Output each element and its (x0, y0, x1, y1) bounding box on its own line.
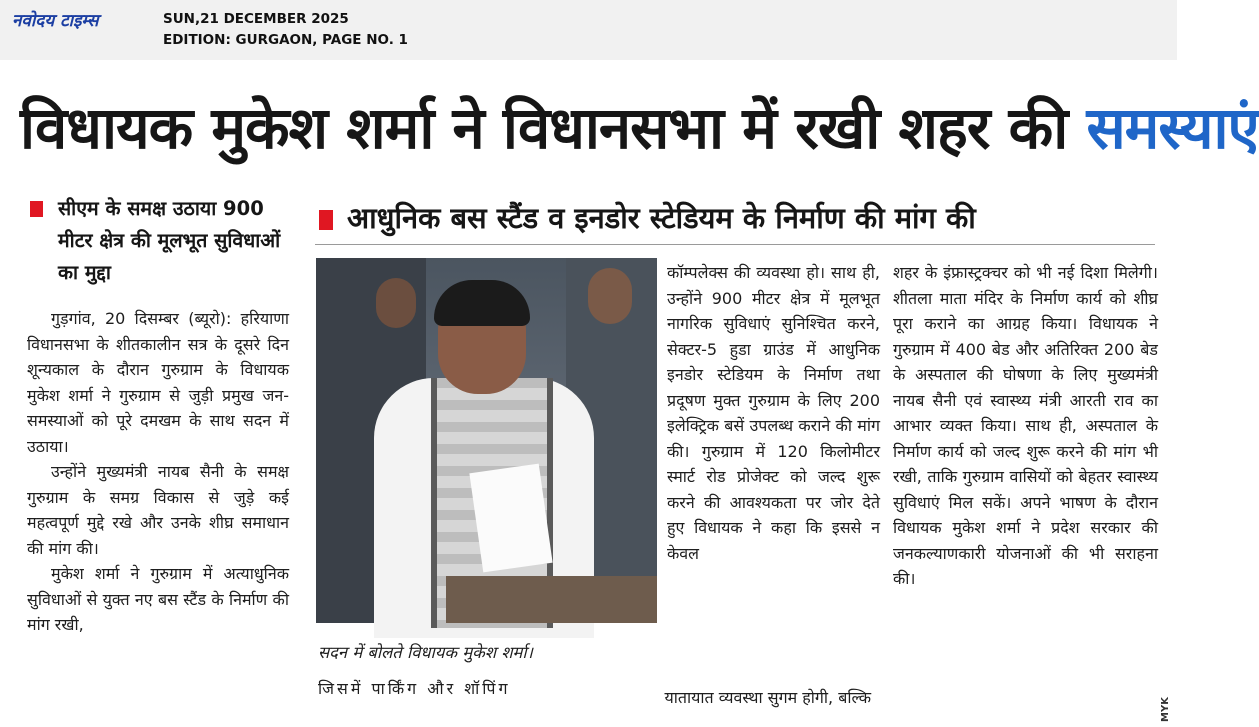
newspaper-logo: नवोदय टाइम्स (12, 11, 99, 31)
print-registration-mark: MYK (1160, 697, 1171, 722)
photo-speaker-hair (434, 280, 530, 326)
article-column-3-tail: यातायात व्यवस्था सुगम होगी, बल्कि (664, 688, 871, 707)
subhead-left-text: सीएम के समक्ष उठाया 900 मीटर क्षेत्र की मूलभूत सुविधाओं का मुद्दा (58, 197, 281, 284)
photo-bystander-left (376, 278, 416, 328)
photo-bystander-right (588, 268, 632, 324)
article-photo (316, 258, 657, 623)
subhead-right-text: आधुनिक बस स्टैंड व इनडोर स्टेडियम के निर्माण की मांग की (347, 201, 976, 235)
edition-info (163, 9, 408, 51)
col1-paragraph-2: उन्होंने मुख्यमंत्री नायब सैनी के समक्ष गुरुग्राम के समग्र विकास से जुड़े कई महत्वपूर्ण मुद्दे रखे और उनके शीघ्र समाधान की मांग की। (27, 462, 289, 558)
subhead-right (319, 196, 1159, 240)
headline-main: विधायक मुकेश शर्मा ने विधानसभा में रखी शहर की (20, 94, 1087, 162)
headline-accent: समस्याएं (1086, 94, 1259, 162)
col4-paragraph: शहर के इंफ्रास्ट्रक्चर को भी नई दिशा मिलेगी। शीतला माता मंदिर के निर्माण कार्य को शीघ्र पूरा कराने का आग्रह किया। विधायक ने गुरुग्राम में 400 बेड और अतिरिक्त 200 बेड के अस्पताल की घोषणा के लिए मुख्यमंत्री नायब सैनी एवं स्वास्थ्य मंत्री आरती राव का आभार व्यक्त किया। साथ ही, अस्पताल के निर्माण कार्य को जल्द शुरू करने की मांग भी रखी, ताकि गुरुग्राम वासियों को बेहतर स्वास्थ्य सुविधाएं मिल सकें। अपने भाषण के दौरान विधायक मुकेश शर्मा ने प्रदेश सरकार की जनकल्याणकारी योजनाओं की भी सराहना की। (893, 263, 1158, 588)
photo-speech-paper (469, 464, 552, 573)
photo-desk (446, 576, 657, 623)
red-square-bullet-icon (319, 210, 333, 230)
article-column-4 (893, 260, 1158, 592)
article-column-3 (667, 260, 880, 566)
photo-caption: सदन में बोलते विधायक मुकेश शर्मा। (318, 643, 533, 662)
col3-paragraph: कॉम्पलेक्स की व्यवस्था हो। साथ ही, उन्होंने 900 मीटर क्षेत्र में मूलभूत नागरिक सुविधाएं सुनिश्चित करने, सेक्टर-5 हुडा ग्राउंड में आधुनिक इनडोर स्टेडियम के निर्माण तथा प्रदूषण मुक्त गुरुग्राम के लिए 200 इलेक्ट्रिक बसें उपलब्ध कराने की मांग की। गुरुग्राम में 120 किलोमीटर स्मार्ट रोड प्रोजेक्ट को जल्द शुरू करने की आवश्यकता पर जोर देते हुए विधायक ने कहा कि इससे न केवल (667, 263, 880, 563)
red-square-bullet-icon (30, 201, 43, 217)
masthead-bar (0, 0, 1177, 60)
edition-line: EDITION: GURGAON, PAGE NO. 1 (163, 32, 408, 48)
col1-paragraph-1: गुड़गांव, 20 दिसम्बर (ब्यूरो): हरियाणा विधानसभा के शीतकालीन सत्र के दूसरे दिन शून्यकाल के दौरान गुरुग्राम के विधायक मुकेश शर्मा ने गुरुग्राम से जुड़ी प्रमुख जन-समस्याओं को पूरे दमखम के साथ सदन में उठाया। (27, 309, 289, 456)
date-line: SUN,21 DECEMBER 2025 (163, 11, 349, 27)
article-column-1 (27, 306, 289, 638)
article-column-2-tail: जिसमें पार्किंग और शॉपिंग (318, 679, 511, 698)
subhead-left (30, 193, 305, 289)
col1-paragraph-3: मुकेश शर्मा ने गुरुग्राम में अत्याधुनिक सुविधाओं से युक्त नए बस स्टैंड के निर्माण की मांग रखी, (27, 564, 289, 634)
subhead-divider (315, 244, 1155, 245)
headline (20, 82, 1259, 174)
